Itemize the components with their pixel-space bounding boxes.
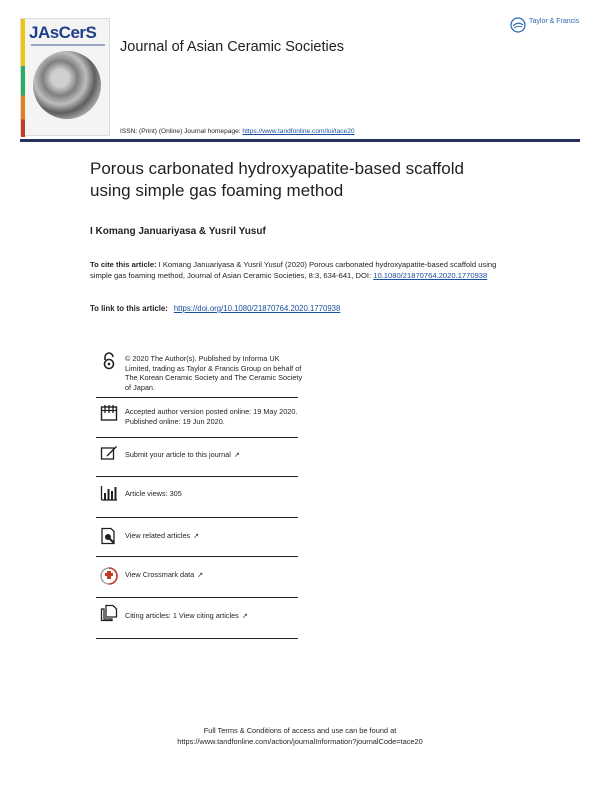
related-text[interactable] bbox=[125, 531, 303, 542]
journal-title: Journal of Asian Ceramic Societies bbox=[120, 39, 345, 55]
crossmark-icon bbox=[100, 567, 118, 585]
submit-row[interactable] bbox=[96, 438, 298, 477]
article-title bbox=[90, 158, 550, 201]
calendar-icon bbox=[100, 404, 118, 422]
external-link-icon: ↗ bbox=[233, 452, 240, 459]
cover-subtitle-bar bbox=[31, 44, 105, 46]
open-access-icon bbox=[100, 352, 118, 370]
crossmark-row[interactable] bbox=[96, 557, 298, 598]
views-text: Article views: 305 bbox=[125, 489, 182, 498]
external-link-icon: ↗ bbox=[193, 533, 200, 540]
footer-terms-link[interactable]: https://www.tandfonline.com/action/journalInformation?journalCode=tace20 bbox=[177, 737, 423, 746]
citation-text: I Komang Januariyasa & Yusril Yusuf (2020) Porous carbonated hydroxyapatite-based scaffold using simple gas foaming method, Journal of Asian Ceramic Societies, 8:3, 634-641, DOI: bbox=[90, 260, 497, 281]
dates-row bbox=[96, 398, 298, 438]
license-text: © 2020 The Author(s). Published by Informa UK Limited, trading as Taylor & Francis Group on behalf of The Korean Ceramic Society and The Ceramic Society of Japan. bbox=[125, 354, 303, 392]
article-doi-link[interactable]: https://doi.org/10.1080/21870764.2020.1770938 bbox=[173, 304, 341, 313]
article-link-block bbox=[90, 304, 340, 313]
article-link-label: To link to this article: bbox=[90, 304, 168, 313]
citing-row[interactable] bbox=[96, 598, 298, 639]
footer bbox=[0, 725, 600, 747]
cover-logo: JAsCerS bbox=[29, 23, 97, 42]
publisher-logo[interactable] bbox=[510, 16, 586, 36]
license-row bbox=[96, 350, 303, 398]
authors: I Komang Januariyasa & Yusril Yusuf bbox=[90, 226, 266, 237]
citing-articles-icon bbox=[100, 604, 118, 622]
related-link[interactable]: View related articles bbox=[125, 531, 191, 540]
cover-artwork bbox=[33, 51, 101, 119]
submit-text[interactable] bbox=[125, 450, 303, 461]
issn-label: ISSN: (Print) (Online) Journal homepage: bbox=[120, 128, 243, 135]
accepted-date: Accepted author version posted online: 19 May 2020. bbox=[125, 407, 298, 416]
crossmark-link[interactable]: View Crossmark data bbox=[125, 570, 195, 579]
crossmark-text[interactable] bbox=[125, 570, 303, 581]
submit-link[interactable]: Submit your article to this journal bbox=[125, 450, 231, 459]
taylor-francis-logo-icon bbox=[510, 17, 526, 33]
citing-link[interactable]: Citing articles: 1 View citing articles bbox=[125, 611, 239, 620]
header-divider bbox=[20, 139, 580, 142]
journal-cover-image bbox=[20, 18, 110, 136]
edit-icon bbox=[100, 444, 118, 462]
issn-line bbox=[120, 128, 355, 135]
publisher-logo-text: Taylor & Francis bbox=[529, 18, 580, 25]
article-title-line2: using simple gas foaming method bbox=[90, 180, 344, 200]
related-articles-icon bbox=[100, 527, 118, 545]
citing-text[interactable] bbox=[125, 611, 303, 622]
bar-chart-icon bbox=[100, 484, 118, 502]
citation-label: To cite this article: bbox=[90, 260, 157, 269]
journal-homepage-link[interactable]: https://www.tandfonline.com/loi/tace20 bbox=[242, 128, 355, 135]
cover-color-bar bbox=[21, 19, 25, 137]
footer-terms-text: Full Terms & Conditions of access and use can be found at bbox=[203, 726, 397, 735]
views-row bbox=[96, 477, 298, 518]
external-link-icon: ↗ bbox=[241, 613, 248, 620]
dates-text bbox=[125, 407, 303, 426]
article-title-line1: Porous carbonated hydroxyapatite-based scaffold bbox=[90, 159, 464, 178]
citation-block bbox=[90, 259, 510, 282]
published-date: Published online: 19 Jun 2020. bbox=[125, 416, 225, 426]
related-row[interactable] bbox=[96, 518, 298, 557]
citation-doi-link[interactable]: 10.1080/21870764.2020.1770938 bbox=[373, 271, 488, 281]
external-link-icon: ↗ bbox=[197, 572, 204, 579]
